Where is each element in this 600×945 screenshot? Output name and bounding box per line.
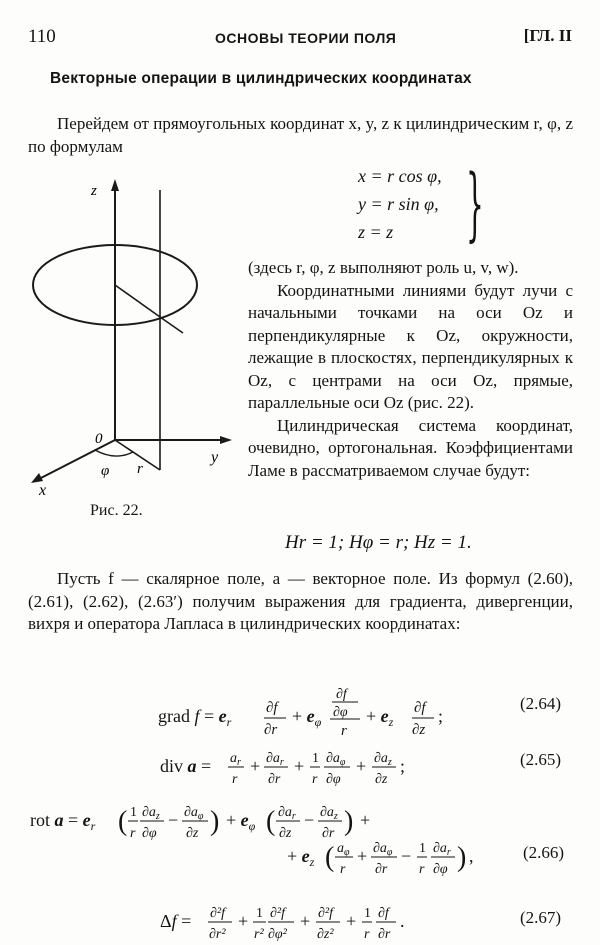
- label-z: z: [91, 183, 97, 199]
- svg-text:(: (: [266, 806, 276, 837]
- equation-2-64: [158, 688, 458, 748]
- svg-text:.: .: [400, 911, 405, 931]
- svg-text:r²: r²: [254, 927, 264, 942]
- ray-ext: [160, 317, 183, 333]
- svg-text:): ): [344, 806, 354, 837]
- label-origin: 0: [95, 431, 103, 447]
- svg-text:∂r: ∂r: [378, 927, 391, 942]
- svg-text:∂z: ∂z: [279, 826, 292, 841]
- label-r: r: [137, 461, 143, 477]
- svg-text:∂f: ∂f: [378, 906, 389, 921]
- y-arrow: [220, 436, 232, 444]
- svg-text:∂z: ∂z: [375, 772, 388, 787]
- svg-text:∂r: ∂r: [268, 772, 281, 787]
- svg-text:∂φ: ∂φ: [333, 705, 348, 720]
- svg-text:): ): [210, 806, 220, 837]
- right-brace: }: [466, 157, 484, 250]
- eq-number-2-67: (2.67): [520, 908, 562, 927]
- chapter-label: [ГЛ. II: [523, 26, 572, 45]
- svg-text:∂φ: ∂φ: [433, 862, 448, 877]
- svg-text:−: −: [401, 846, 412, 866]
- label-phi: φ: [101, 463, 110, 479]
- svg-text:r: r: [364, 927, 370, 942]
- svg-text:∂az: $\partial a_z$: [374, 751, 392, 768]
- svg-text:∂az: $\partial a_z$: [320, 805, 338, 822]
- svg-text:∂φ²: ∂φ²: [268, 927, 287, 942]
- section-title: Векторные операции в цилиндрических координатах: [50, 70, 472, 87]
- svg-text:∂φ: ∂φ: [326, 772, 341, 787]
- right-text-block: [248, 257, 573, 482]
- svg-text:Δf =: Δf =: [160, 911, 192, 931]
- svg-text:+: +: [238, 911, 249, 931]
- svg-text:−: −: [168, 810, 179, 830]
- eq-number-2-64: (2.64): [520, 694, 562, 713]
- svg-text:+: +: [356, 756, 367, 776]
- svg-text:grad f = er: grad $f = e_r$: [158, 706, 232, 729]
- svg-text:+ eφ: + $e_\varphi$: [226, 810, 256, 833]
- svg-text:+: +: [300, 911, 311, 931]
- svg-text:r: r: [340, 862, 346, 877]
- svg-text:∂f: ∂f: [336, 688, 347, 702]
- ray: [115, 285, 160, 317]
- svg-text:rot a = er: rot $a = e_r$: [30, 810, 96, 833]
- svg-text:r: r: [130, 826, 136, 841]
- svg-text:∂az: $\partial a_z$: [142, 805, 160, 822]
- svg-text:1: 1: [419, 841, 426, 856]
- svg-text:∂ar: $\partial a_r$: [278, 805, 296, 822]
- svg-text:ar: $a_r$: [230, 751, 241, 768]
- right-text-2: Координатными линиями будут лучи с начальными точками на оси Oz и перпендикулярные к Oz, окружности, лежащие в плоскостях, перпендикулярных к Oz, с центрами на оси Oz, прямые, параллельные оси Oz (рис. 22).: [248, 280, 573, 412]
- equation-2-67: [160, 903, 460, 945]
- label-x: x: [39, 482, 47, 495]
- svg-text:∂φ: ∂φ: [142, 826, 157, 841]
- z-arrow: [111, 179, 119, 191]
- svg-text:∂z: ∂z: [186, 826, 199, 841]
- svg-text:∂aφ: $\partial a_\varphi$: [184, 805, 204, 822]
- svg-text:∂ar: $\partial a_r$: [433, 841, 451, 858]
- svg-text:+: +: [360, 810, 371, 830]
- lame-coefficients: Hr = 1; Hφ = r; Hz = 1.: [285, 532, 472, 553]
- svg-text:): ): [457, 842, 467, 873]
- svg-text:∂r: ∂r: [264, 722, 278, 738]
- svg-text:+ ez: + $e_z$: [366, 706, 394, 729]
- svg-text:r: r: [419, 862, 425, 877]
- system-line-x: x = r cos φ,: [358, 166, 442, 186]
- svg-text:;: ;: [438, 706, 444, 726]
- svg-text:div a =: div a =: [160, 756, 212, 776]
- svg-text:1: 1: [256, 906, 263, 921]
- svg-text:∂aφ: $\partial a_\varphi$: [373, 841, 393, 858]
- equation-2-66-line-2: [287, 838, 517, 880]
- svg-text:r: r: [232, 772, 238, 787]
- coordinate-system: [358, 162, 442, 246]
- svg-text:∂²f: ∂²f: [210, 906, 226, 921]
- running-title: ОСНОВЫ ТЕОРИИ ПОЛЯ: [215, 30, 397, 46]
- svg-text:,: ,: [469, 846, 474, 866]
- svg-text:∂aφ: $\partial a_\varphi$: [326, 751, 346, 768]
- svg-text:+ ez: + $e_z$: [287, 846, 315, 869]
- svg-text:(: (: [325, 842, 335, 873]
- right-text-1: (здесь r, φ, z выполняют роль u, v, w).: [248, 258, 519, 277]
- label-y: y: [211, 449, 219, 466]
- figure-caption: Рис. 22.: [90, 502, 143, 519]
- svg-text:∂ar: $\partial a_r$: [266, 751, 284, 768]
- svg-text:r: r: [312, 772, 318, 787]
- eq-number-2-65: (2.65): [520, 750, 562, 769]
- svg-text:+ eφ: + $e_\varphi$: [292, 706, 322, 729]
- svg-text:∂r²: ∂r²: [209, 927, 226, 942]
- svg-text:aφ: $a_\varphi$: [337, 841, 350, 858]
- svg-text:∂r: ∂r: [375, 862, 388, 877]
- svg-text:−: −: [304, 810, 315, 830]
- page-number: 110: [28, 26, 56, 47]
- svg-text:;: ;: [400, 756, 406, 776]
- intro-paragraph: Перейдем от прямоугольных координат x, y, z к цилиндрическим r, φ, z по формулам: [28, 114, 573, 156]
- svg-text:∂²f: ∂²f: [270, 906, 286, 921]
- phi-arc: [95, 450, 133, 456]
- svg-text:(: (: [118, 806, 128, 837]
- system-line-z: z = z: [358, 222, 394, 242]
- paragraph-2: Пусть f — скалярное поле, a — векторное поле. Из формул (2.60), (2.61), (2.62), (2.63′) получим выражения для градиента, дивергенции, вихря и оператора Лапласа в цилиндрических координатах:: [28, 569, 573, 633]
- svg-text:∂²f: ∂²f: [318, 906, 334, 921]
- svg-text:r: r: [341, 723, 347, 739]
- eq-number-2-66: (2.66): [523, 843, 565, 862]
- svg-text:∂z²: ∂z²: [317, 927, 334, 942]
- svg-text:1: 1: [364, 906, 371, 921]
- system-line-y: y = r sin φ,: [358, 194, 439, 214]
- svg-text:1: 1: [312, 751, 319, 766]
- svg-text:∂z: ∂z: [412, 722, 426, 738]
- svg-text:∂f: ∂f: [414, 700, 426, 716]
- figure-22: [25, 175, 235, 495]
- svg-text:∂f: ∂f: [266, 700, 278, 716]
- svg-text:+: +: [294, 756, 305, 776]
- equation-2-65: [160, 748, 460, 793]
- right-text-3: Цилиндрическая система координат, очевидно, ортогональная. Коэффициентами Ламе в рассматриваемом случае будут:: [248, 415, 573, 480]
- svg-text:∂r: ∂r: [322, 826, 335, 841]
- svg-text:1: 1: [130, 805, 137, 820]
- svg-text:+: +: [250, 756, 261, 776]
- svg-text:+: +: [346, 911, 357, 931]
- svg-text:+: +: [357, 846, 368, 866]
